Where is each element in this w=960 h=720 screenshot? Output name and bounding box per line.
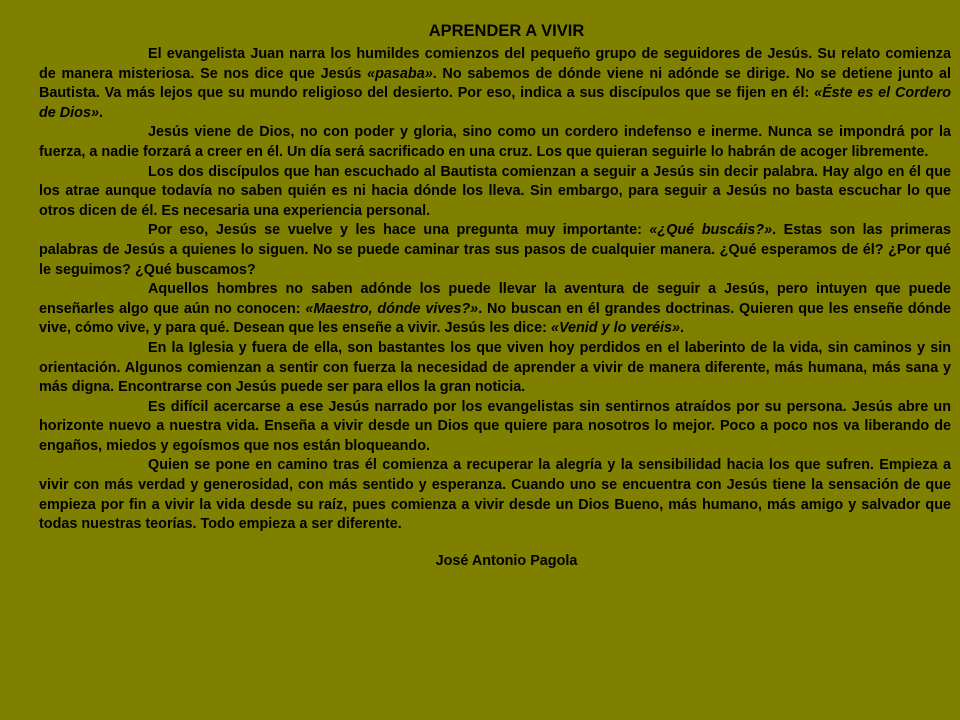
paragraph	[39, 221, 951, 280]
paragraph-text: Por eso, Jesús se vuelve y les hace una pregunta muy importante:	[148, 222, 650, 239]
paragraph-text: . Estas son las primeras palabras de Jesús a quienes lo siguen. No se puede caminar tras sus pasos de cualquier manera. ¿Qué esperamos de él? ¿Por qué le seguimos? ¿Qué buscamos?	[39, 222, 951, 278]
paragraph-text: Quien se pone en camino tras él comienza a recuperar la alegría y la sensibilidad hacia los que sufren. Empieza a vivir con más verdad y generosidad, con más sentido y esperanza. Cuando uno se encuentra con Jesús tiene la sensación de que empieza por fin a vivir la vida desde su raíz, pues comienza a vivir desde un Dios Bueno, más humano, más amigo y salvador que todas nuestras teorías. Todo empieza a ser diferente.	[39, 457, 951, 533]
paragraph-text: Jesús viene de Dios, no con poder y gloria, sino como un cordero indefenso e inerme. Nunca se impondrá por la fuerza, a nadie forzará a creer en él. Un día será sacrificado en una cruz. Los que quieran seguirle lo habrán de acoger libremente.	[39, 124, 951, 160]
paragraph	[39, 45, 951, 123]
paragraph	[39, 163, 951, 222]
paragraph-text: .	[98, 104, 103, 121]
document-body	[39, 45, 951, 535]
paragraph	[39, 339, 951, 398]
quoted-text: «pasaba»	[367, 65, 433, 82]
paragraph-text: En la Iglesia y fuera de ella, son bastantes los que viven hoy perdidos en el laberinto de la vida, sin caminos y sin orientación. Algunos comienzan a sentir con fuerza la necesidad de aprender a vivir de manera diferente, más humana, más sana y más digna. Encontrarse con Jesús puede ser para ellos la gran noticia.	[39, 339, 951, 396]
quoted-text: «Éste es el Cordero de Dios»	[39, 85, 951, 121]
paragraph-text: Es difícil acercarse a ese Jesús narrado por los evangelistas sin sentirnos atraídos por su persona. Jesús abre un horizonte nuevo a nuestra vida. Enseña a vivir desde un Dios que quiere para nosotros lo mejor. Poco a poco nos va liberando de engaños, miedos y egoísmos que nos están bloqueando.	[39, 398, 951, 454]
paragraph-text: . No sabemos de dónde viene ni adónde se dirige. No se detiene junto al Bautista. Va más lejos que su mundo religioso del desierto. Por eso, indica a sus discípulos que se fijen en él:	[39, 65, 951, 102]
paragraph-text: .	[680, 320, 684, 337]
document-title: APRENDER A VIVIR	[428, 22, 585, 40]
paragraph-text: . No buscan en él grandes doctrinas. Quieren que les enseñe dónde vive, cómo vive, y para qué. Desean que les enseñe a vivir. Jesús les dice:	[39, 300, 951, 337]
paragraph	[39, 280, 951, 339]
paragraph	[39, 398, 951, 457]
author-signature: José Antonio Pagola	[435, 552, 578, 569]
quoted-text: «¿Qué buscáis?»	[649, 222, 773, 239]
quoted-text: «Venid y lo veréis»	[550, 320, 680, 337]
paragraph-text: El evangelista Juan narra los humildes comienzos del pequeño grupo de seguidores de Jesús. Su relato comienza de manera misteriosa. Se nos dice que Jesús	[39, 46, 951, 82]
quoted-text: «Maestro, dónde vives?»	[305, 300, 479, 317]
paragraph-text: Los dos discípulos que han escuchado al Bautista comienzan a seguir a Jesús sin decir palabra. Hay algo en él que los atrae aunque todavía no saben quién es ni hacia dónde los lleva. Sin embargo, para seguir a Jesús no basta escuchar lo que otros dicen de él. Es necesaria una experiencia personal.	[39, 163, 951, 219]
paragraph	[39, 456, 951, 534]
paragraph-text: Aquellos hombres no saben adónde los puede llevar la aventura de seguir a Jesús, pero intuyen que puede enseñarles algo que aún no conocen:	[39, 281, 951, 317]
paragraph	[39, 123, 951, 162]
